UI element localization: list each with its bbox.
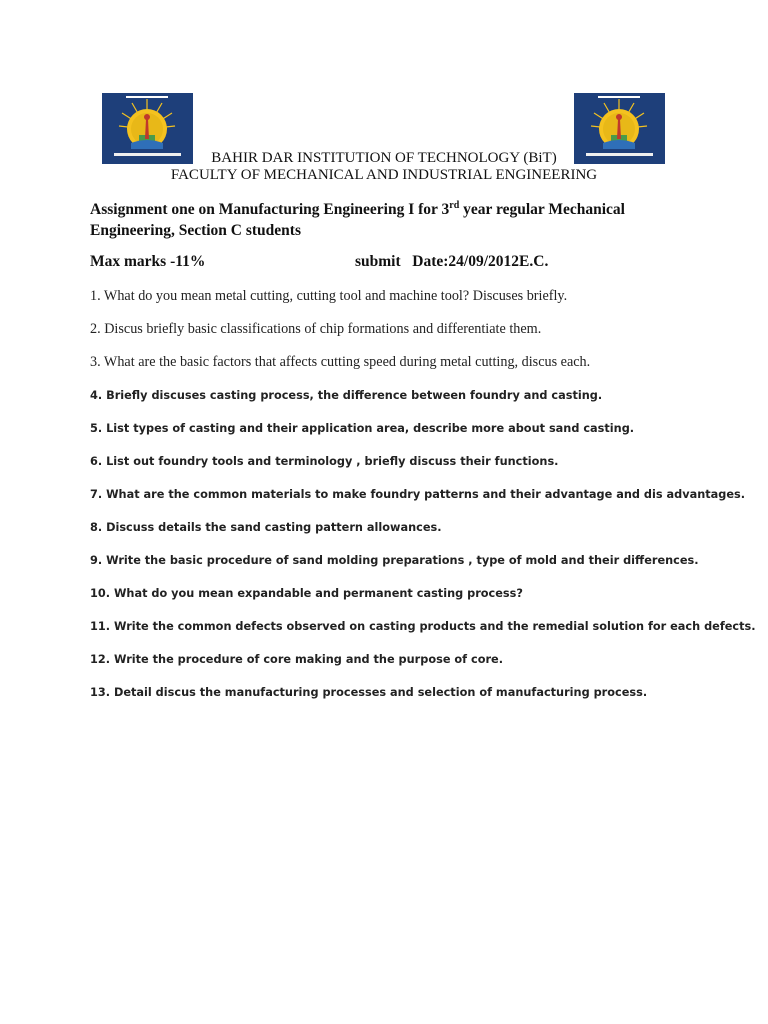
question-6: 6. List out foundry tools and terminology , briefly discuss their functions. — [90, 455, 559, 468]
max-marks: Max marks -11% — [90, 253, 206, 270]
submit-date: submit Date:24/09/2012E.C. — [355, 253, 549, 270]
question-10: 10. What do you mean expandable and permanent casting process? — [90, 587, 523, 600]
faculty-name: FACULTY OF MECHANICAL AND INDUSTRIAL ENGINEERING — [170, 167, 598, 183]
assignment-title-part2: year regular Mechanical Engineering, Section C students — [90, 201, 625, 239]
marks-line — [90, 253, 650, 271]
question-4: 4. Briefly discuses casting process, the difference between foundry and casting. — [90, 389, 603, 402]
question-3: 3. What are the basic factors that affects cutting speed during metal cutting, discus each. — [90, 354, 591, 370]
question-2: 2. Discus briefly basic classifications of chip formations and differentiate them. — [90, 321, 542, 337]
question-7: 7. What are the common materials to make foundry patterns and their advantage and dis advantages. — [90, 488, 746, 501]
assignment-title-superscript: rd — [449, 199, 460, 211]
question-12: 12. Write the procedure of core making and the purpose of core. — [90, 653, 504, 666]
institution-name: BAHIR DAR INSTITUTION OF TECHNOLOGY (BiT) — [211, 150, 557, 166]
question-1: 1. What do you mean metal cutting, cutting tool and machine tool? Discuses briefly. — [90, 288, 568, 304]
question-13: 13. Detail discus the manufacturing processes and selection of manufacturing process. — [90, 686, 648, 699]
question-11: 11. Write the common defects observed on casting products and the remedial solution for each defects. — [90, 620, 756, 633]
question-8: 8. Discuss details the sand casting pattern allowances. — [90, 521, 442, 534]
assignment-title-part1: Assignment one on Manufacturing Engineering I for 3 — [90, 201, 450, 218]
question-9: 9. Write the basic procedure of sand molding preparations , type of mold and their differences. — [90, 554, 699, 567]
question-5: 5. List types of casting and their application area, describe more about sand casting. — [90, 422, 635, 435]
assignment-title — [90, 199, 650, 241]
